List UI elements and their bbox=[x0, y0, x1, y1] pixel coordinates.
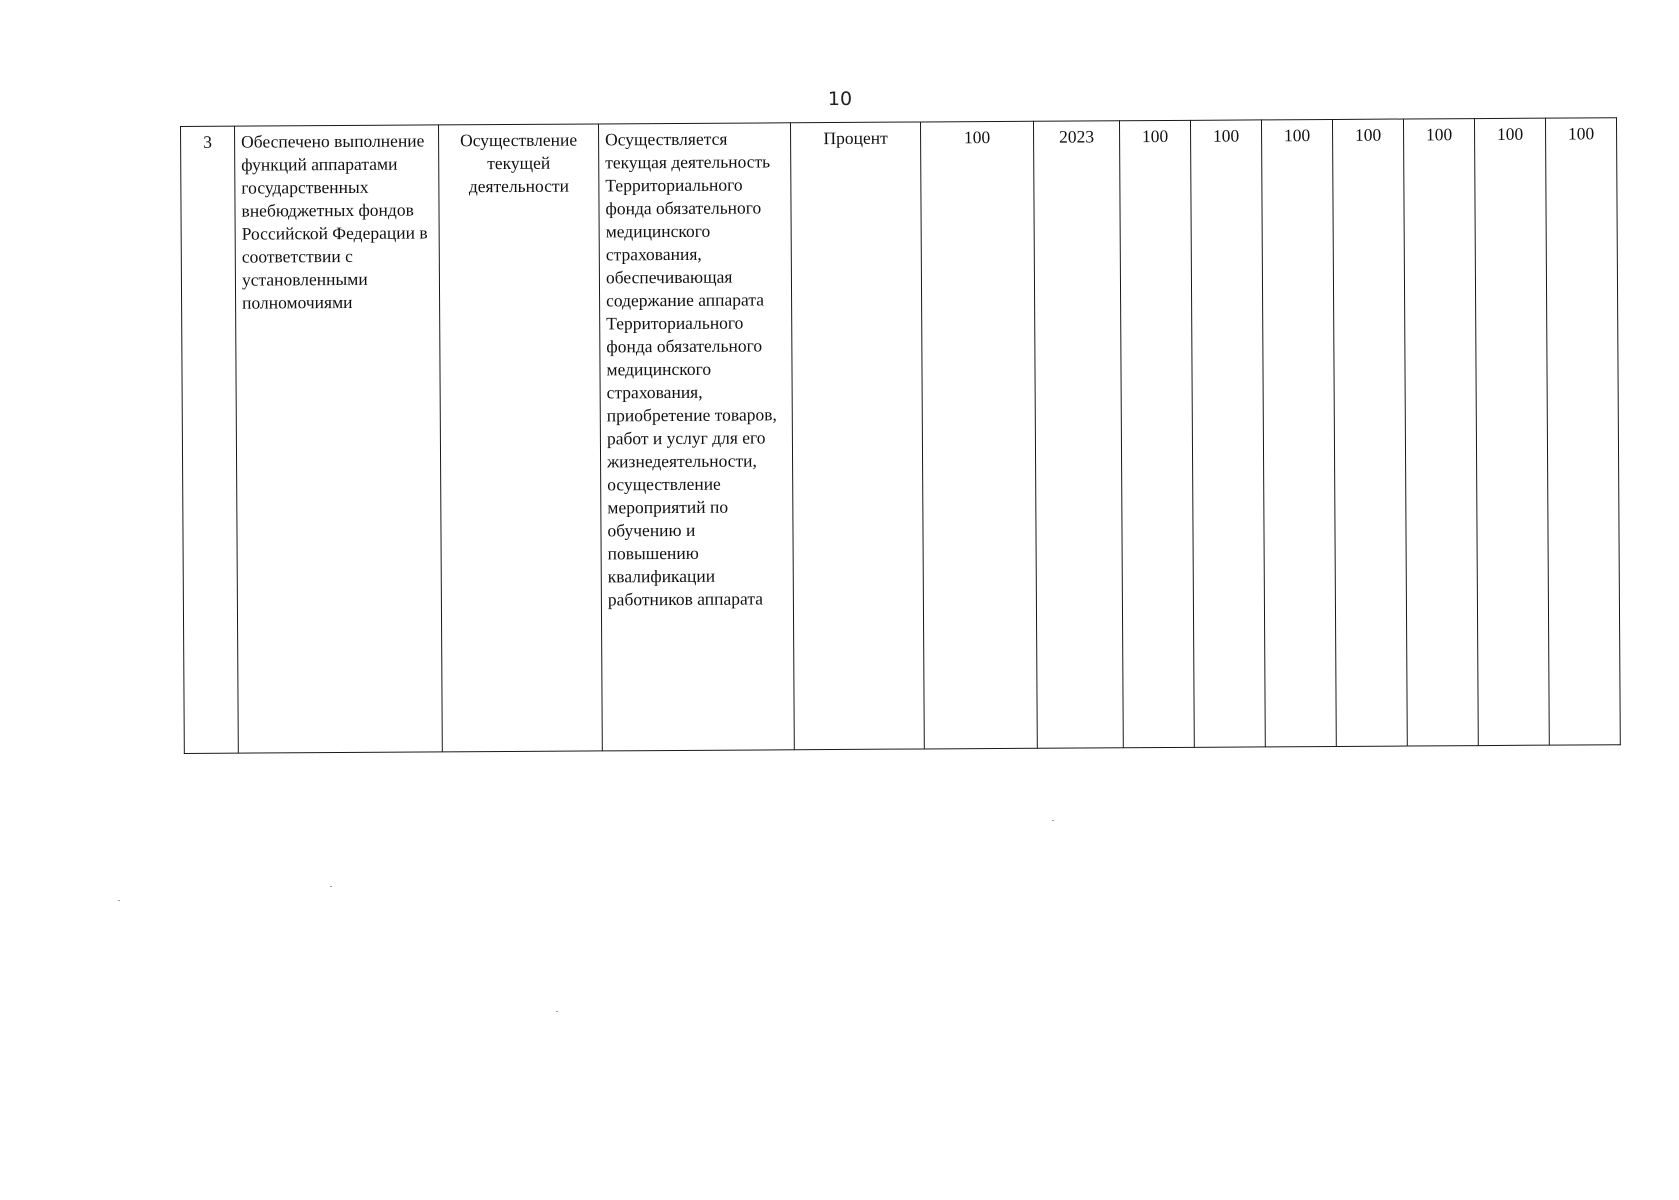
scan-speck bbox=[556, 1011, 558, 1012]
base-value-cell: 100 bbox=[920, 121, 1037, 749]
unit-cell: Процент bbox=[790, 122, 924, 750]
scan-speck bbox=[1052, 820, 1054, 821]
activity-cell: Осуществление текущей деятельности bbox=[438, 124, 602, 752]
indicator-table bbox=[180, 117, 1621, 754]
value-cell-4: 100 bbox=[1332, 119, 1407, 746]
description-cell: Осуществляется текущая деятельность Территориального фонда обязательного медицинского страхования, обеспечивающая содержание аппарата Территориального фонда обязательного медицинского страхования, приобретение товаров, работ и услуг для его жизнедеятельности, осуществление мероприятий по обучению и повышению квалификации работников аппарата bbox=[598, 123, 794, 751]
row-index-cell: 3 bbox=[181, 126, 239, 753]
scan-speck bbox=[118, 900, 120, 901]
value-cell-7: 100 bbox=[1545, 118, 1620, 745]
value-cell-6: 100 bbox=[1474, 118, 1549, 745]
value-cell-1: 100 bbox=[1119, 120, 1194, 747]
value-cell-3: 100 bbox=[1261, 119, 1336, 746]
value-cell-5: 100 bbox=[1403, 119, 1478, 746]
goal-cell: Обеспечено выполнение функций аппаратами государственных внебюджетных фондов Российской Федерации в соответствии с установленными полномочиями bbox=[235, 125, 443, 753]
table-row bbox=[181, 118, 1621, 754]
scan-speck bbox=[330, 886, 332, 887]
page-number: 10 bbox=[827, 88, 853, 110]
value-cell-2: 100 bbox=[1190, 120, 1265, 747]
base-year-cell: 2023 bbox=[1033, 121, 1123, 749]
